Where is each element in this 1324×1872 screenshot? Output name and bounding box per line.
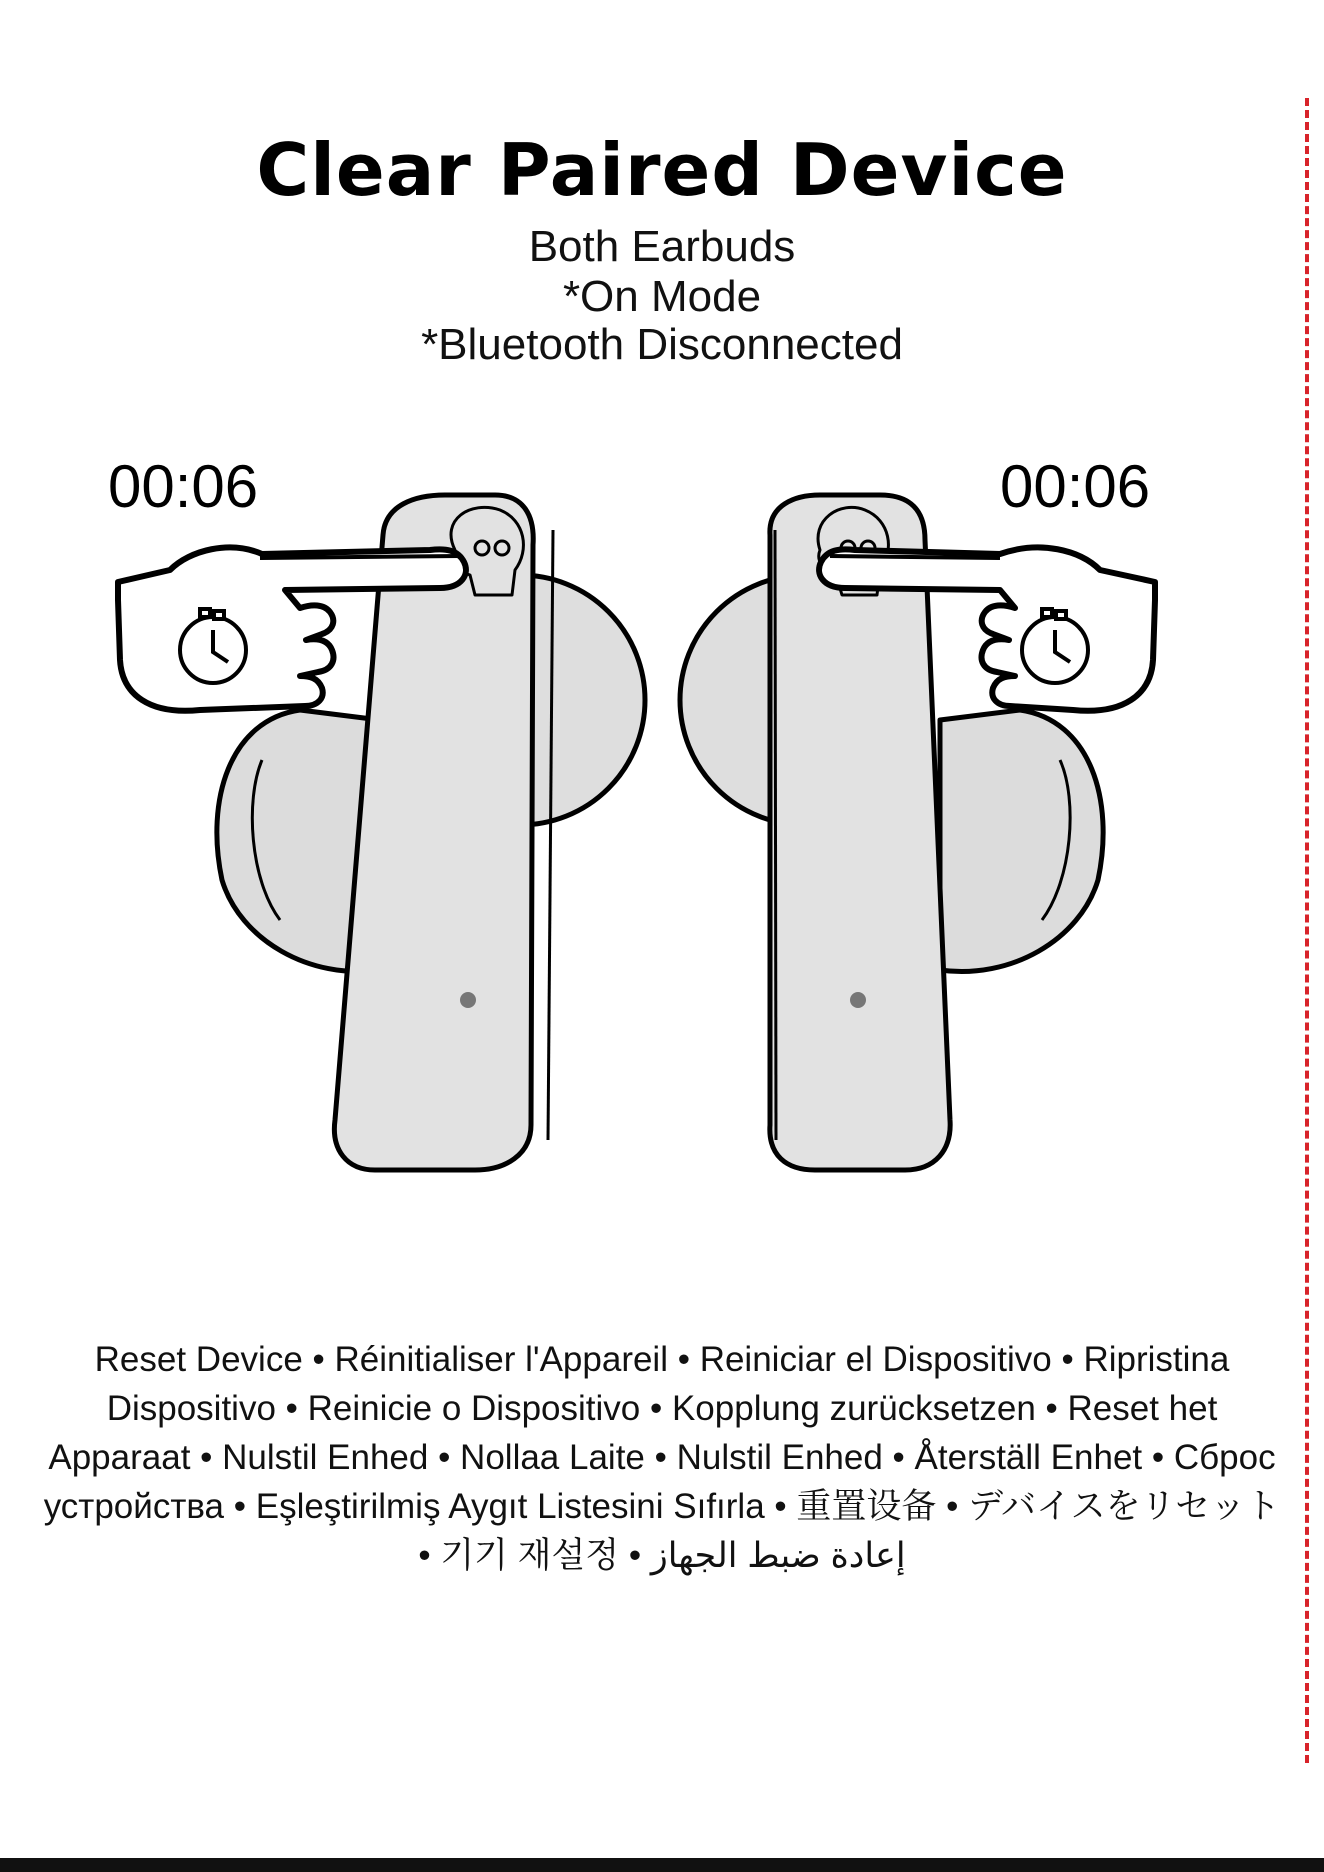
subtitle-line-1: Both Earbuds [528,222,796,271]
subtitle-line-2: *On Mode [562,272,762,321]
timer-right: 00:06 [1000,453,1151,520]
subtitle-line-3: *Bluetooth Disconnected [421,320,903,369]
reset-device-translations: Reset Device • Réinitialiser l'Appareil • Reiniciar el Dispositivo • Ripristina Dispositivo • Reinicie o Dispositivo • Kopplung zurücksetzen • Reset het Apparaat • Nulstil Enhed • Nollaa Laite • Nulstil Enhed • Återställ Enhet • Сброс устройства • Eşleştirilmiş Aygıt Listesini Sıfırla • 重置设备 • デバイスをリセット • 기기 재설정 • إعادة ضبط الجهاز [43,1340,1281,1575]
timer-left: 00:06 [108,453,259,520]
earbuds-illustration [0,470,1324,1190]
page-title: Clear Paired Device [256,128,1068,212]
bottom-bar [0,1858,1324,1872]
